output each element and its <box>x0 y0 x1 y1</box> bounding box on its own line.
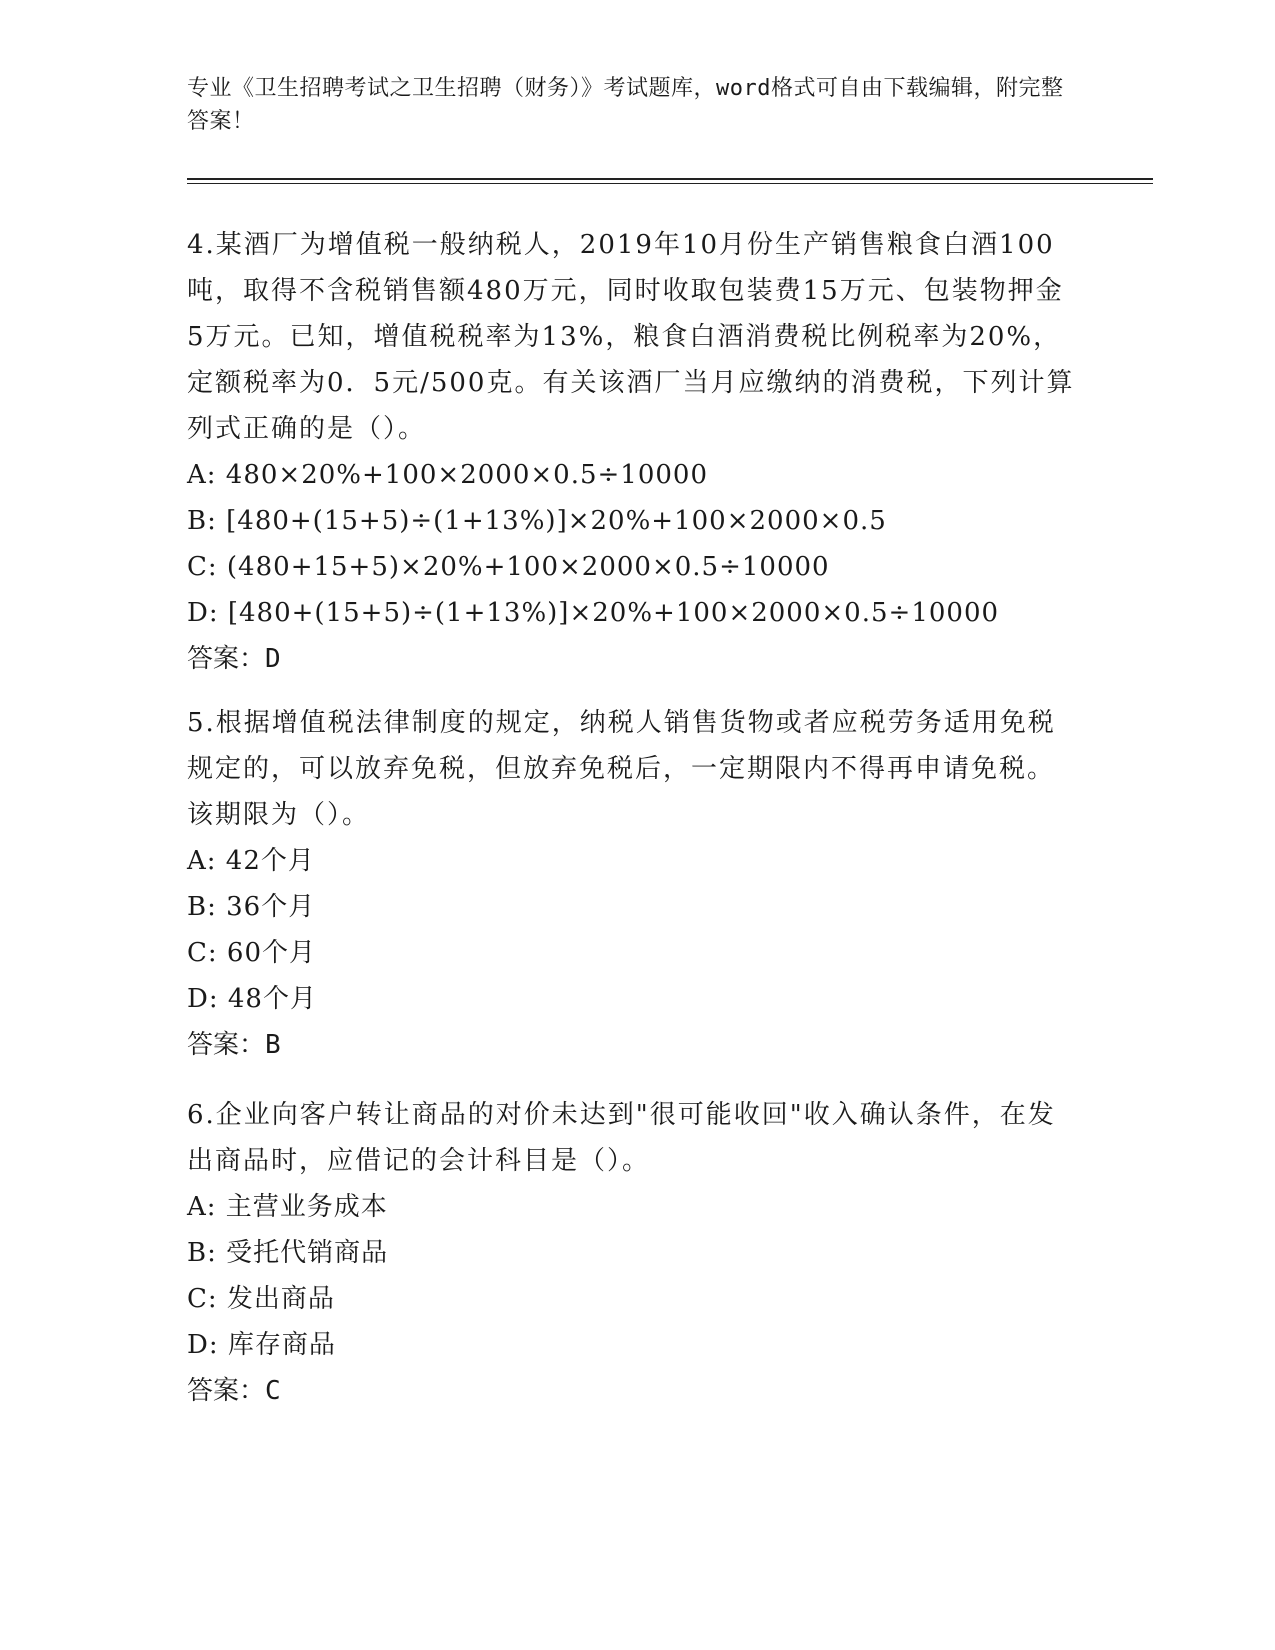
option-b: B: 受托代销商品 <box>187 1238 389 1268</box>
question-block <box>187 700 1077 1068</box>
option-d: D: 库存商品 <box>187 1330 336 1360</box>
answer-label: 答案：D <box>187 644 281 674</box>
option-d: D: 48个月 <box>187 984 317 1014</box>
option-a: A: 480×20%+100×2000×0.5÷10000 <box>187 460 708 490</box>
question-block <box>187 1092 1077 1414</box>
question-stem: 5.根据增值税法律制度的规定，纳税人销售货物或者应税劳务适用免税规定的，可以放弃免税，但放弃免税后，一定期限内不得再申请免税。该期限为（）。 <box>187 708 1056 830</box>
option-c: C: 发出商品 <box>187 1284 335 1314</box>
option-a: A: 42个月 <box>187 846 315 876</box>
option-a: A: 主营业务成本 <box>187 1192 388 1222</box>
option-c: C: (480+15+5)×20%+100×2000×0.5÷10000 <box>187 552 830 582</box>
header-divider <box>187 178 1153 184</box>
document-header: 专业《卫生招聘考试之卫生招聘（财务）》考试题库，word格式可自由下载编辑，附完整答案！ <box>187 76 1064 134</box>
question-block <box>187 222 1077 682</box>
option-d: D: [480+(15+5)÷(1+13%)]×20%+100×2000×0.5÷10000 <box>187 598 1000 628</box>
answer-label: 答案：B <box>187 1030 281 1060</box>
answer-label: 答案：C <box>187 1376 281 1406</box>
option-b: B: 36个月 <box>187 892 316 922</box>
option-b: B: [480+(15+5)÷(1+13%)]×20%+100×2000×0.5 <box>187 506 887 536</box>
question-stem: 6.企业向客户转让商品的对价未达到"很可能收回"收入确认条件，在发出商品时，应借记的会计科目是（）。 <box>187 1100 1056 1176</box>
question-stem: 4.某酒厂为增值税一般纳税人，2019年10月份生产销售粮食白酒100吨，取得不含税销售额480万元，同时收取包装费15万元、包装物押金5万元。已知，增值税税率为13%，粮食白酒消费税比例税率为20%，定额税率为0．5元/500克。有关该酒厂当月应缴纳的消费税，下列计算列式正确的是（）。 <box>187 230 1075 444</box>
option-c: C: 60个月 <box>187 938 317 968</box>
